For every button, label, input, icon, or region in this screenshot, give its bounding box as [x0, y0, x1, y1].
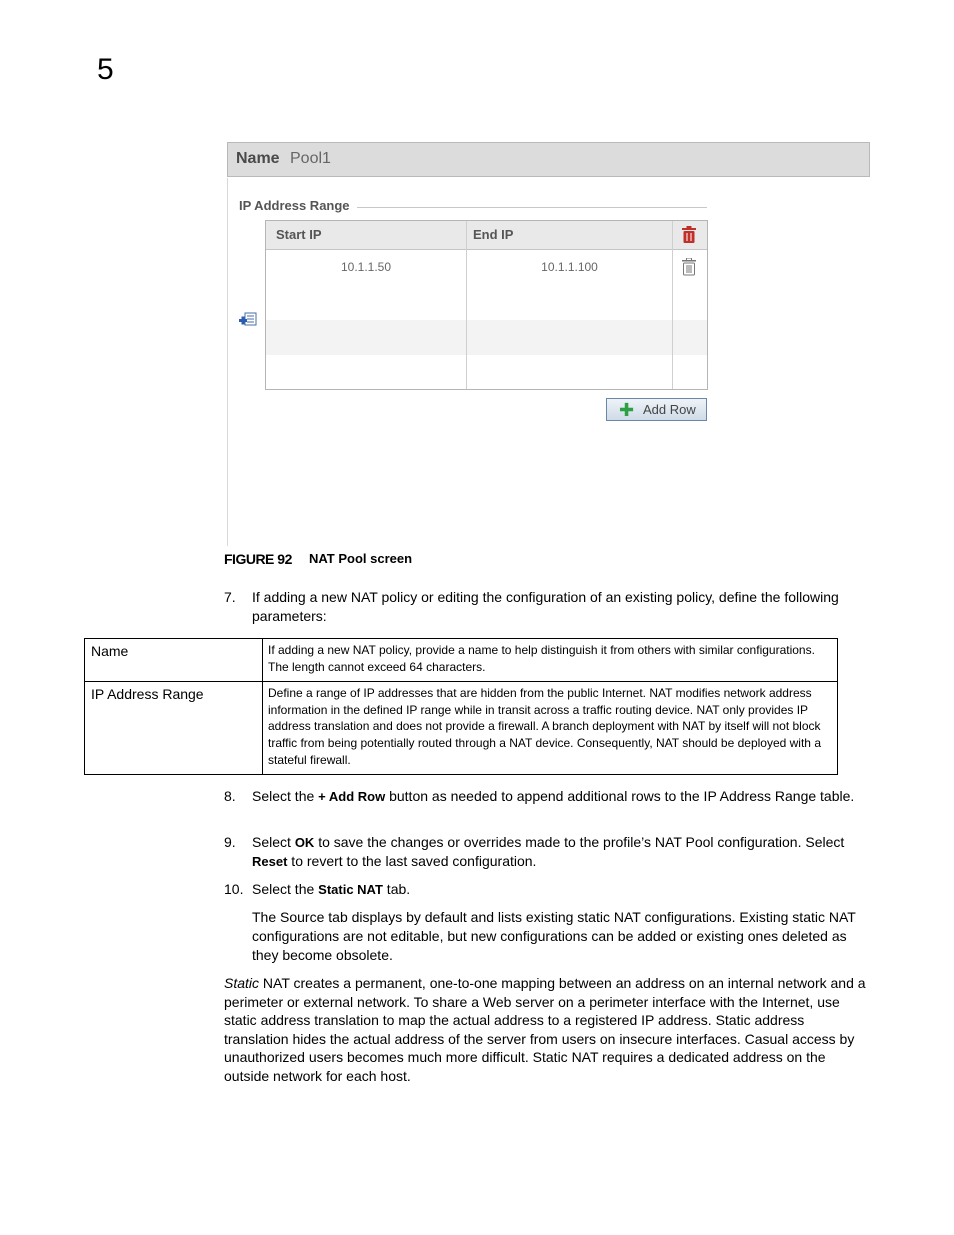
- add-row-button[interactable]: [606, 398, 707, 421]
- static-nat-paragraph: [224, 974, 870, 1086]
- step-text: [252, 833, 870, 871]
- parameter-table: [84, 638, 838, 775]
- end-ip-cell[interactable]: 10.1.1.100: [541, 260, 598, 274]
- add-row-label: Add Row: [643, 402, 696, 417]
- column-header-start-ip: Start IP: [276, 227, 322, 242]
- name-bar: [227, 142, 870, 177]
- step-number: 9.: [224, 834, 236, 850]
- step-8: [224, 787, 870, 827]
- column-header-end-ip: End IP: [473, 227, 514, 242]
- table-header: [266, 221, 707, 250]
- step-10: [224, 880, 870, 900]
- chapter-number: 5: [97, 53, 114, 86]
- ok-ref: OK: [294, 835, 315, 850]
- add-row-ref: + Add Row: [318, 789, 386, 804]
- step-text: [252, 880, 870, 899]
- step-text: [252, 787, 870, 806]
- step-number: 7.: [224, 589, 236, 605]
- nat-pool-screenshot: [227, 142, 870, 546]
- step-number: 8.: [224, 788, 236, 804]
- static-nat-text: NAT creates a permanent, one-to-one mapping between an address on an internal network and a perimeter or external network. To share a Web server on a perimeter interface with the Internet, use static address translation to map the actual address to a registered IP address. Static address translation hides the actual address of the server from users on insecure interfaces. Casual access by unauthorized users becomes much more difficult. Static NAT requires a dedicated address on the outside network for each host.: [224, 975, 866, 1084]
- column-divider: [672, 221, 673, 389]
- step-text-part: to revert to the last saved configuration.: [287, 853, 537, 869]
- table-row[interactable]: [266, 250, 707, 285]
- step-text-part: button as needed to append additional rows to the IP Address Range table.: [385, 788, 855, 804]
- parameter-name: Name: [85, 639, 263, 682]
- step-text-part: Select: [252, 834, 295, 850]
- section-divider: [357, 207, 707, 208]
- source-tab-note: The Source tab displays by default and lists existing static NAT configurations. Existing static NAT configurations are not editable, but new configurations can be added or existing ones deleted as they become obsolete.: [252, 909, 856, 963]
- start-ip-cell[interactable]: 10.1.1.50: [340, 260, 392, 274]
- plus-icon: ✚: [619, 400, 635, 420]
- step-text-part: to save the changes or overrides made to the profile’s NAT Pool configuration. Select: [314, 834, 845, 850]
- name-label: Name: [236, 150, 280, 167]
- step-text: If adding a new NAT policy or editing the configuration of an existing policy, define the following parameters:: [252, 589, 839, 624]
- column-divider: [466, 221, 467, 389]
- table-row-empty: [266, 320, 707, 355]
- parameter-name: IP Address Range: [85, 682, 263, 775]
- figure-title: NAT Pool screen: [309, 551, 413, 566]
- reset-ref: Reset: [252, 854, 288, 869]
- static-nat-ref: Static NAT: [318, 882, 383, 897]
- parameter-row: [85, 682, 838, 775]
- static-italic: Static: [224, 975, 260, 991]
- parameter-description: If adding a new NAT policy, provide a name to help distinguish it from others with similar configurations. The length cannot exceed 64 characters.: [263, 639, 838, 682]
- ip-range-table: [265, 220, 708, 390]
- table-row-empty: [266, 355, 707, 390]
- step-text-part: tab.: [382, 881, 411, 897]
- figure-label: FIGURE 92: [224, 551, 292, 567]
- step-text-part: Select the: [252, 788, 319, 804]
- parameter-row: [85, 639, 838, 682]
- step-9: [224, 833, 870, 873]
- figure-caption: [224, 551, 413, 567]
- delete-row-icon[interactable]: [681, 258, 697, 276]
- step-text-part: Select the: [252, 881, 319, 897]
- frame-border: [227, 178, 228, 546]
- delete-all-icon[interactable]: [681, 226, 697, 244]
- table-row-empty: [266, 285, 707, 320]
- parameter-description: Define a range of IP addresses that are hidden from the public Internet. NAT modifies network address information in the defined IP range while in transit across a traffic routing device. NAT only provides IP address translation and does not provide a firewall. A branch deployment with NAT by itself will not block traffic from being potentially routed through a NAT device. Consequently, NAT should be deployed with a stateful firewall.: [263, 682, 838, 775]
- step-7: [224, 588, 870, 628]
- name-value: Pool1: [290, 150, 331, 167]
- step-number: 10.: [224, 881, 244, 897]
- insert-row-icon[interactable]: [239, 312, 257, 328]
- ip-range-section-title: IP Address Range: [239, 198, 356, 213]
